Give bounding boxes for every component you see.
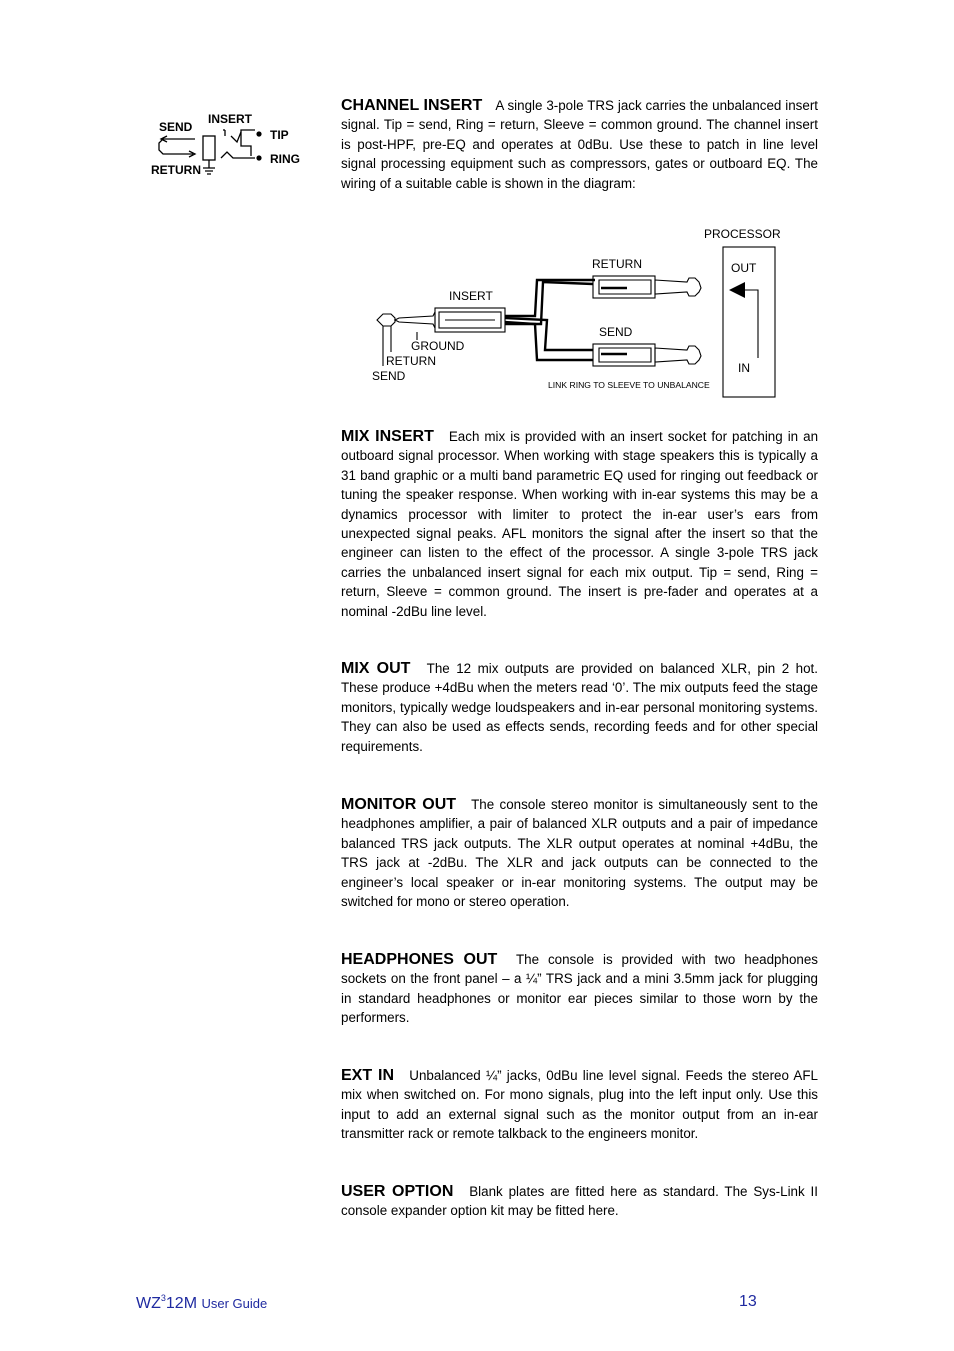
section-heading: USER OPTION <box>341 1183 454 1200</box>
page-number: 13 <box>739 1293 757 1310</box>
section-heading: MONITOR OUT <box>341 796 457 813</box>
label-in: IN <box>738 361 750 375</box>
label-processor: PROCESSOR <box>704 227 781 241</box>
section-body: The console is provided with two headphones sockets on the front panel – a ¼” TRS jack and a mini 3.5mm jack for plugging in standard headphones or monitor ear pieces similar to those worn by the performers. <box>341 952 818 1026</box>
section-body: Blank plates are fitted here as standard. The Sys-Link II console expander option kit may be fitted here. <box>341 1184 818 1219</box>
label-return: RETURN <box>592 257 642 271</box>
label-out: OUT <box>731 261 757 275</box>
section-heading: HEADPHONES OUT <box>341 951 498 968</box>
processor-arrow <box>729 282 745 298</box>
footer-model-sup: 3 <box>160 1293 166 1303</box>
section-user-option <box>341 1182 818 1221</box>
symbol-send-label: SEND <box>159 120 193 134</box>
label-link-note: LINK RING TO SLEEVE TO UNBALANCE <box>548 380 710 390</box>
section-monitor-out <box>341 795 818 911</box>
label-jack-return: RETURN <box>386 354 436 368</box>
section-heading: EXT IN <box>341 1067 395 1084</box>
label-jack-send: SEND <box>372 369 406 383</box>
footer-guide: User Guide <box>201 1296 268 1311</box>
section-channel-insert <box>341 96 818 193</box>
label-insert: INSERT <box>449 289 493 303</box>
label-send: SEND <box>599 325 633 339</box>
footer-model-prefix: WZ <box>136 1295 161 1312</box>
section-body: Each mix is provided with an insert socket for patching in an outboard signal processor. When working with stage speakers this is typically a 31 band graphic or a multi band parametric EQ used for ringing out feedback or tuning the speaker response. When working with in-ear systems this may be a dynamics processor with limiter to protect the in-ear user’s ears from unexpected signal peaks. AFL monitors the signal after the insert so that the engineer can listen to the effect of the processor. A single 3-pole TRS jack carries the unbalanced insert signal for each mix output. Tip = send, Ring = return, Sleeve = common ground. The insert is pre-fader and operates at a nominal -2dBu line level. <box>341 429 819 619</box>
section-body: The console stereo monitor is simultaneously sent to the headphones amplifier, a pair of balanced XLR outputs and a pair of impedance balanced TRS jack outputs. The XLR output operates at nominal +4dBu, the TRS jack at -2dBu. The XLR and jack outputs can be connected to the engineer’s local speaker or in-ear monitoring systems. The output may be switched for mono or stereo operation. <box>341 797 818 910</box>
section-mix-out <box>341 659 818 756</box>
section-mix-insert <box>341 427 818 621</box>
symbol-tip-dot <box>256 131 261 136</box>
footer-model-suffix: 12M <box>165 1295 198 1312</box>
symbol-ring-label: RING <box>270 152 300 166</box>
section-body: A single 3-pole TRS jack carries the unbalanced insert signal. Tip = send, Ring = return, Sleeve = common ground. The channel insert is post-HPF, pre-EQ and operates at 0dBu. Use these to patch in line level signal processing equipment such as compressors, gates or outboard EQ. The wiring of a suitable cable is shown in the diagram: <box>341 98 819 191</box>
section-heading: CHANNEL INSERT <box>341 97 483 114</box>
section-heading: MIX INSERT <box>341 428 434 445</box>
symbol-return-label: RETURN <box>151 163 201 177</box>
insert-symbol <box>145 108 315 180</box>
symbol-tip-label: TIP <box>270 128 289 142</box>
processor-signal-path <box>741 290 758 358</box>
symbol-ring-dot <box>256 155 261 160</box>
label-ground: GROUND <box>411 339 465 353</box>
footer-model <box>136 1293 267 1313</box>
wiring-diagram <box>365 222 785 402</box>
section-heading: MIX OUT <box>341 660 411 677</box>
section-headphones-out <box>341 950 818 1028</box>
section-body: The 12 mix outputs are provided on balanced XLR, pin 2 hot. These produce +4dBu when the meters read ‘0’. The mix outputs feed the stage monitors, typically wedge loudspeakers and in-ear personal monitoring systems. They can also be used as effects sends, recording feeds and for other special requirements. <box>341 661 818 754</box>
symbol-insert-label: INSERT <box>208 112 253 126</box>
insert-jack <box>377 314 395 326</box>
section-body: Unbalanced ¼” jacks, 0dBu line level signal. Feeds the stereo AFL mix when switched on. For mono signals, plug into the left input only. Use this input to add an external signal such as the monitor output from an in-ear transmitter rack or remote talkback to the engineers monitor. <box>341 1068 818 1142</box>
section-ext-in <box>341 1066 818 1144</box>
